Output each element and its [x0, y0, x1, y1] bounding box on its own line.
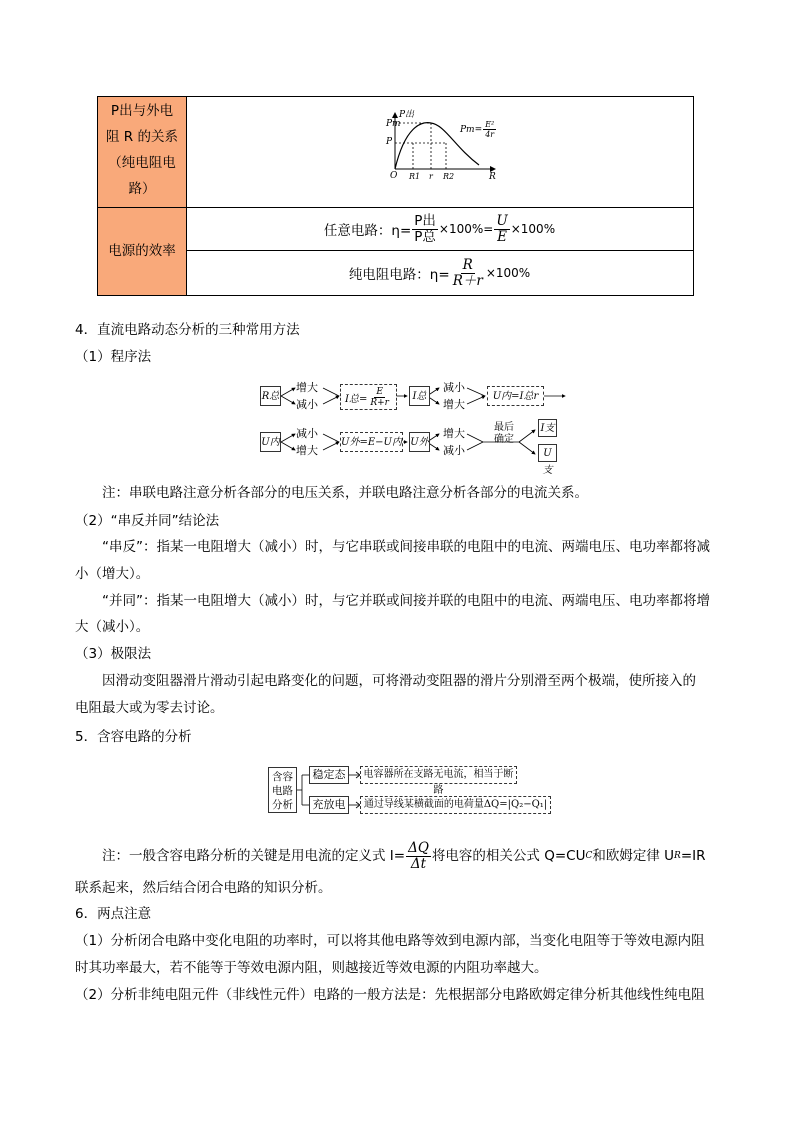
flow-decrease: 减小 — [296, 398, 318, 411]
flow-decrease: 减小 — [296, 427, 318, 440]
row1-label-line: 路） — [128, 181, 156, 197]
flow-r-total: R总 — [260, 386, 281, 406]
flow-determine: 确定 — [494, 434, 514, 445]
flow-i-total: I总 — [409, 386, 430, 406]
note-1-line1: （1）分析闭合电路中变化电阻的功率时，可以将其他电路等效到电源内部，当变化电阻等于等效电源内阻 — [75, 933, 705, 949]
row2-label-cell — [98, 207, 186, 295]
paragraph-bingtong-2: 大（减小）。 — [75, 619, 150, 635]
section-4-heading: 4．直流电路动态分析的三种常用方法 — [75, 322, 300, 338]
graph-origin: O — [390, 171, 398, 181]
section-6-heading: 6．两点注意 — [75, 906, 152, 922]
graph-x-axis-label: R — [489, 172, 496, 182]
note-2-line1: （2）分析非纯电阻元件（非线性元件）电路的一般方法是：先根据部分电路欧姆定律分析其他线性纯电阻 — [75, 987, 705, 1003]
flow-u-outer-formula: U外=E−U内 — [340, 432, 403, 452]
efficiency-any-circuit: 任意电路：η= $\frac{\text{P出}}{\text{P总}}$ ×100%= $\frac{U}{E}$ ×100% — [323, 212, 556, 245]
row1-label-line: P出与外电 — [110, 103, 174, 119]
row1-label-line: （纯电阻电 — [108, 155, 176, 171]
graph-x-tick: R2 — [443, 172, 455, 181]
flow-increase: 增大 — [443, 398, 465, 411]
flow-decrease: 减小 — [443, 381, 465, 394]
flow-u-outer: U外 — [409, 432, 430, 452]
subsection-1-heading: （1）程序法 — [75, 349, 152, 365]
graph-p-label: P — [386, 137, 393, 147]
efficiency-pure-resistance: 纯电阻电路：η= $\frac{R}{R+r}$ ×100% — [348, 256, 531, 289]
flow-finally: 最后 — [494, 422, 514, 433]
paragraph-jixian-1: 因滑动变阻器滑片滑动引起电路变化的问题，可将滑动变阻器的滑片分别滑至两个极端，使所接入的 — [102, 673, 696, 689]
flow-u-inner: U内 — [260, 432, 281, 452]
note-series-parallel: 注：串联电路注意分析各部分的电压关系，并联电路注意分析各部分的电流关系。 — [102, 485, 588, 501]
flow-u-inner-formula: U内=I总r — [487, 386, 544, 406]
flow-i-branch: I支 — [538, 419, 557, 437]
note-1-line2: 时其功率最大，若不能等于等效电源内阻，则越接近等效电源的内阻功率越大。 — [75, 960, 548, 976]
charge-discharge-box: 充放电 — [309, 796, 349, 814]
flow-increase: 增大 — [443, 427, 465, 440]
subsection-3-heading: （3）极限法 — [75, 646, 152, 662]
paragraph-jixian-2: 电阻最大或为零去讨论。 — [75, 700, 224, 716]
capacitor-note: 注：一般含容电路分析的关键是用电流的定义式 I= $\frac{\Delta Q}{\Delta t}$ 将电容的相关公式 Q=CU C 和欧姆定律 U R =IR — [102, 839, 706, 872]
subsection-2-heading: （2）“串反并同”结论法 — [75, 513, 220, 529]
row2-label: 电源的效率 — [108, 243, 176, 259]
graph-y-axis-label: P出 — [399, 110, 415, 120]
paragraph-chuanfan-2: 小（增大）。 — [75, 566, 150, 582]
stable-state-box: 稳定态 — [309, 766, 349, 784]
table-divider — [186, 250, 693, 251]
flow-i-total-formula: I总= $\frac{E}{R+r}$ — [340, 384, 397, 410]
flow-decrease: 减小 — [443, 444, 465, 457]
row1-label-line: 阻 R 的关系 — [106, 129, 178, 145]
stable-state-desc: 电容器所在支路无电流，相当于断路 — [360, 766, 517, 784]
paragraph-bingtong-1: “并同”：指某一电阻增大（减小）时，与它并联或间接并联的电阻中的电流、两端电压、电功率都将增 — [102, 593, 710, 609]
capacitor-root-box: 含容 电路 分析 — [268, 767, 297, 813]
power-table — [97, 96, 694, 296]
flow-increase: 增大 — [296, 444, 318, 457]
section-5-heading: 5．含容电路的分析 — [75, 729, 192, 745]
graph-pm-formula: Pm= $\frac{\text{E²}}{4r}$ — [460, 120, 495, 139]
graph-x-tick: R1 — [409, 172, 421, 181]
graph-pm-label: Pm — [386, 119, 401, 129]
table-divider — [98, 207, 693, 208]
flow-increase: 增大 — [296, 381, 318, 394]
capacitor-note-line2: 联系起来，然后结合闭合电路的知识分析。 — [75, 880, 332, 896]
charge-discharge-desc: 通过导线某横截面的电荷量ΔQ=|Q₂−Q₁| — [360, 796, 551, 814]
paragraph-chuanfan-1: “串反”：指某一电阻增大（减小）时，与它串联或间接串联的电阻中的电流、两端电压、电功率都将减 — [102, 539, 710, 555]
flow-u-branch: U支 — [538, 444, 557, 462]
row1-label-cell — [98, 97, 186, 207]
graph-x-tick: r — [429, 172, 433, 181]
